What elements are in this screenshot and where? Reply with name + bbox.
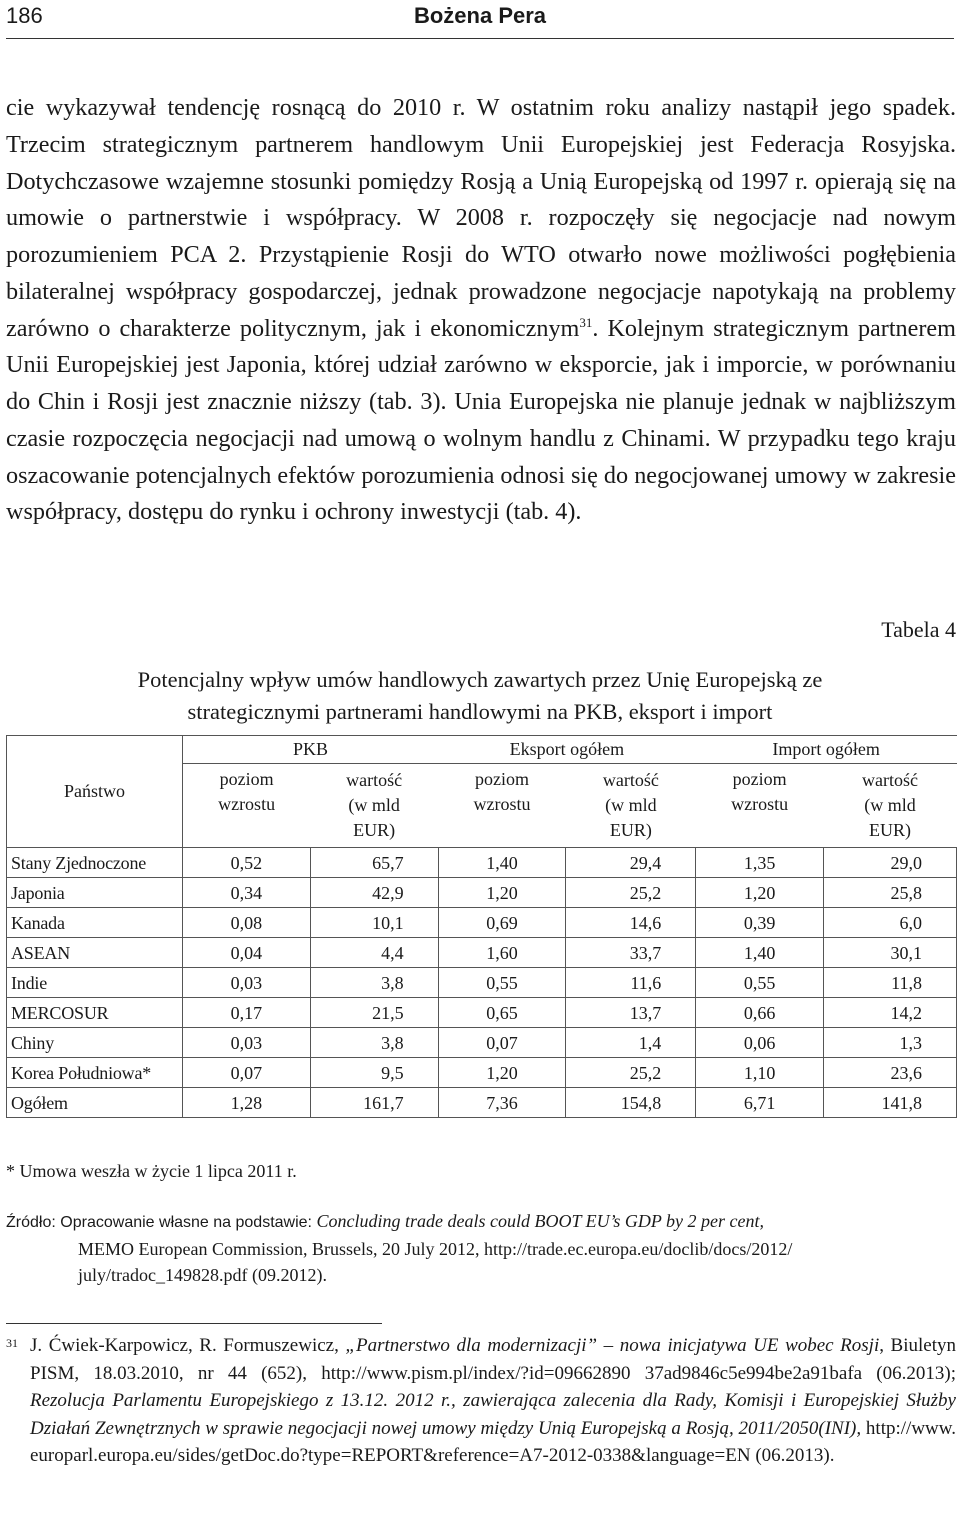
cell-export-level: 7,36 [438,1088,566,1118]
table-row [7,908,957,938]
page-number: 186 [6,3,43,28]
table-source [6,1208,956,1288]
cell-pkb-value: 10,1 [310,908,438,938]
table-row [7,848,957,878]
header-level: poziom wzrostu [438,764,566,848]
cell-import-value: 6,0 [824,908,957,938]
cell-pkb-value: 21,5 [310,998,438,1028]
cell-export-value: 29,4 [566,848,696,878]
cell-pkb-level: 0,03 [182,968,310,998]
footnote-author: J. Ćwiek-Karpowicz, R. Formuszewicz, [30,1335,339,1356]
row-country: Indie [7,968,183,998]
table-caption [0,664,960,728]
cell-pkb-level: 0,52 [182,848,310,878]
header-group-import: Import ogółem [696,736,957,764]
data-table [6,735,957,1118]
cell-export-value: 33,7 [566,938,696,968]
cell-pkb-value: 42,9 [310,878,438,908]
cell-import-level: 0,66 [696,998,824,1028]
cell-pkb-level: 0,08 [182,908,310,938]
cell-import-value: 23,6 [824,1058,957,1088]
footnote-31 [6,1332,956,1470]
cell-export-value: 14,6 [566,908,696,938]
header-value: wartość (w mld EUR) [566,764,696,848]
cell-export-level: 1,60 [438,938,566,968]
cell-import-value: 141,8 [824,1088,957,1118]
caption-line: Potencjalny wpływ umów handlowych zawartych przez Unię Europejską ze [137,667,823,692]
cell-import-value: 14,2 [824,998,957,1028]
cell-pkb-value: 4,4 [310,938,438,968]
footnote-divider [6,1323,382,1324]
cell-export-level: 0,69 [438,908,566,938]
header-level: poziom wzrostu [696,764,824,848]
table-row-total [7,1088,957,1118]
footnote-title: „Partnerstwo dla modernizacji” – nowa inicjatywa UE wobec Rosji [345,1335,880,1356]
cell-export-level: 0,07 [438,1028,566,1058]
cell-pkb-value: 3,8 [310,1028,438,1058]
cell-export-level: 0,65 [438,998,566,1028]
table-row [7,968,957,998]
cell-export-level: 1,40 [438,848,566,878]
running-head-author: Bożena Pera [413,3,547,28]
cell-import-level: 1,40 [696,938,824,968]
footnote-reference[interactable]: 31 [579,314,593,330]
cell-pkb-value: 3,8 [310,968,438,998]
cell-pkb-level: 0,03 [182,1028,310,1058]
caption-line: strategicznymi partnerami handlowymi na PKB, eksport i import [187,699,773,724]
cell-import-level: 0,06 [696,1028,824,1058]
cell-import-value: 25,8 [824,878,957,908]
cell-import-level: 6,71 [696,1088,824,1118]
row-country: Korea Południowa* [7,1058,183,1088]
cell-pkb-level: 1,28 [182,1088,310,1118]
row-country: Kanada [7,908,183,938]
row-country: ASEAN [7,938,183,968]
cell-export-value: 25,2 [566,878,696,908]
cell-pkb-level: 0,04 [182,938,310,968]
cell-pkb-level: 0,07 [182,1058,310,1088]
cell-pkb-level: 0,34 [182,878,310,908]
cell-import-value: 29,0 [824,848,957,878]
cell-import-level: 1,35 [696,848,824,878]
cell-import-level: 0,39 [696,908,824,938]
cell-import-level: 1,20 [696,878,824,908]
row-country: MERCOSUR [7,998,183,1028]
body-paragraph [6,90,956,531]
header-country: Państwo [7,736,183,848]
table-row [7,1058,957,1088]
row-country: Ogółem [7,1088,183,1118]
header-group-export: Eksport ogółem [438,736,696,764]
row-country: Stany Zjednoczone [7,848,183,878]
row-country: Japonia [7,878,183,908]
header-level: poziom wzrostu [182,764,310,848]
table-row [7,878,957,908]
footnote-number: 31 [6,1336,18,1350]
table-label: Tabela 4 [881,617,956,642]
footnote-publication: , Biuletyn PISM, 18.03.2010, nr 44 (652), http://www.pism.pl/index/?id=09662890 37ad9846c5e994be2a91bafa (06.2013); [30,1335,956,1384]
cell-export-value: 11,6 [566,968,696,998]
header-group-pkb: PKB [182,736,438,764]
cell-export-level: 1,20 [438,878,566,908]
cell-export-level: 1,20 [438,1058,566,1088]
table-note: * Umowa weszła w życie 1 lipca 2011 r. [6,1161,297,1181]
cell-pkb-value: 161,7 [310,1088,438,1118]
cell-import-value: 1,3 [824,1028,957,1058]
header-value: wartość (w mld EUR) [824,764,957,848]
table-row [7,998,957,1028]
cell-export-value: 25,2 [566,1058,696,1088]
cell-export-value: 154,8 [566,1088,696,1118]
table-row [7,938,957,968]
cell-export-value: 13,7 [566,998,696,1028]
cell-pkb-level: 0,17 [182,998,310,1028]
source-line: july/tradoc_149828.pdf (09.2012). [78,1265,327,1285]
cell-pkb-value: 9,5 [310,1058,438,1088]
source-title: Concluding trade deals could BOOT EU’s GDP by 2 per cent, [316,1211,764,1231]
source-lead: Opracowanie własne na podstawie: [60,1214,312,1231]
footnote-link[interactable]: http://www. europarl.europa.eu/sides/getDoc.do?type=REPORT&reference=A7-2012-0338&language=EN (06.2013). [30,1417,956,1466]
source-line: MEMO European Commission, Brussels, 20 July 2012, http://trade.ec.europa.eu/doclib/docs/2012/ [78,1239,793,1259]
paragraph-text-part2: . Kolejnym strategicznym partnerem Unii Europejskiej jest Japonia, której udział zarówno w eksporcie, jak i imporcie, w porównaniu do Chin i Rosji jest znacznie niższy (tab. 3). Unia Europejska nie planuje jednak w najbliższym czasie rozpoczęcia negocjacji nad umową o wolnym handlu z Chinami. W przypadku tego kraju oszacowanie potencjalnych efektów porozumienia odnosi się do negocjowanej umowy w zakresie współpracy, dostępu do rynku i ochrony inwestycji (tab. 4). [6,314,956,526]
paragraph-text-part1: cie wykazywał tendencję rosnącą do 2010 r. W ostatnim roku analizy nastąpił jego spadek. Trzecim strategicznym partnerem handlowym Unii Europejskiej jest Federacja Rosyjska. Dotychczasowe wzajemne stosunki pomiędzy Rosją a Unią Europejską od 1997 r. opierają się na umowie o partnerstwie i współpracy. W 2008 r. rozpoczęły się negocjacje nad nowym porozumieniem PCA 2. Przystąpienie Rosji do WTO otwarło nowe możliwości pogłębienia bilateralnej współpracy gospodarczej, jednak prowadzone negocjacje napotykają na problemy zarówno o charakterze politycznym, jak i ekonomicznym [6,94,956,342]
header-value: wartość (w mld EUR) [310,764,438,848]
cell-import-value: 11,8 [824,968,957,998]
page-header [6,0,954,39]
cell-export-level: 0,55 [438,968,566,998]
cell-pkb-value: 65,7 [310,848,438,878]
source-label: Źródło: [6,1214,56,1231]
footnote-title: Rezolucja Parlamentu Europejskiego z 13.12. 2012 r., zawierająca zalecenia dla Rady, Komisji i Europejskiej Służby Działań Zewnętrznych w sprawie negocjacji nowej umowy między Unią Europejską a Rosją, 2011/2050(INI), [30,1390,956,1439]
cell-import-level: 1,10 [696,1058,824,1088]
cell-import-value: 30,1 [824,938,957,968]
row-country: Chiny [7,1028,183,1058]
cell-import-level: 0,55 [696,968,824,998]
table-row [7,1028,957,1058]
cell-export-value: 1,4 [566,1028,696,1058]
